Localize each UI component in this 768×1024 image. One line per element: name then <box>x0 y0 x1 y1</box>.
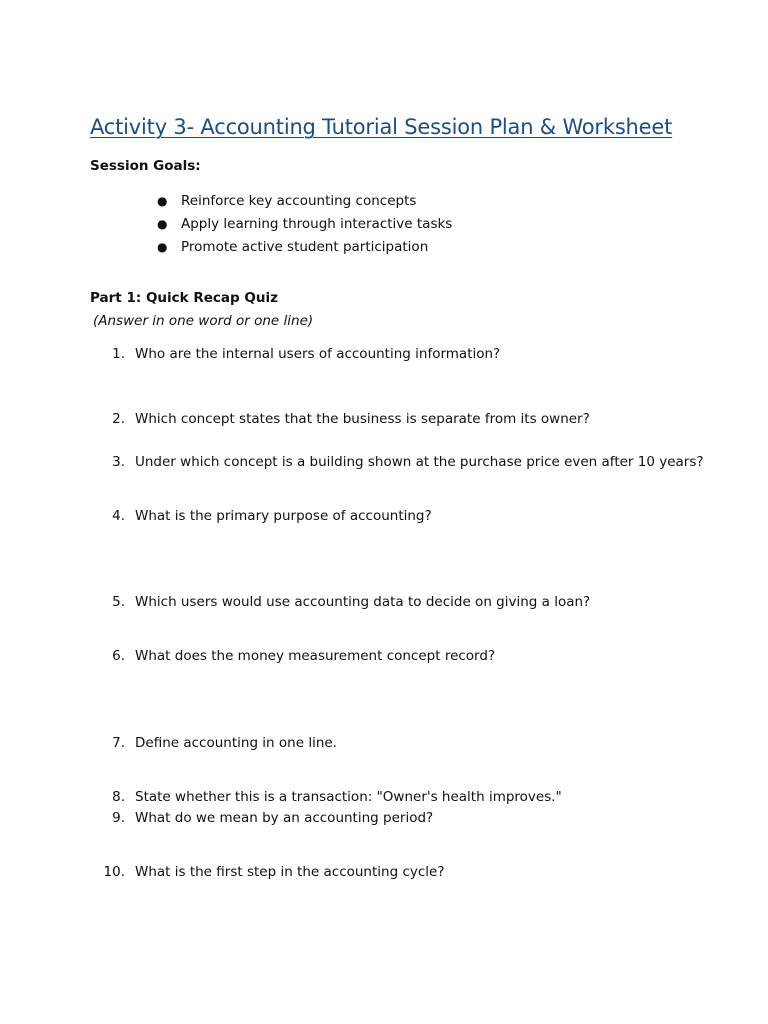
question-item <box>0 733 768 753</box>
goal-text: Promote active student participation <box>181 238 429 255</box>
question-number: 4. <box>112 508 125 524</box>
question-number: 10. <box>103 864 125 880</box>
goal-text: Apply learning through interactive tasks <box>181 215 453 232</box>
question-text: What do we mean by an accounting period? <box>135 810 434 826</box>
question-text: Which users would use accounting data to decide on giving a loan? <box>135 594 591 610</box>
list-item <box>157 213 452 236</box>
question-item <box>0 452 768 472</box>
list-item <box>157 236 452 259</box>
question-item <box>0 506 768 526</box>
goal-text: Reinforce key accounting concepts <box>181 193 417 209</box>
question-item <box>0 344 768 364</box>
question-number: 9. <box>112 810 125 826</box>
question-number: 7. <box>112 735 125 751</box>
question-item <box>0 787 768 807</box>
question-text: What is the primary purpose of accounting? <box>135 508 432 524</box>
question-item <box>0 862 768 882</box>
session-goals-list <box>157 190 452 258</box>
question-number: 2. <box>112 411 125 427</box>
question-item <box>0 409 768 429</box>
question-text: Under which concept is a building shown at the purchase price even after 10 years? <box>135 454 704 470</box>
part1-heading: Part 1: Quick Recap Quiz <box>90 290 278 306</box>
session-goals-heading: Session Goals: <box>90 158 201 174</box>
question-text: Which concept states that the business is separate from its owner? <box>135 411 590 427</box>
question-text: What does the money measurement concept record? <box>135 648 496 664</box>
question-number: 5. <box>112 594 125 610</box>
bullet-icon: ● <box>157 194 168 208</box>
question-text: Define accounting in one line. <box>135 735 337 751</box>
question-item <box>0 646 768 666</box>
question-item <box>0 808 768 828</box>
document-title: Activity 3- Accounting Tutorial Session Plan & Worksheet <box>90 115 673 139</box>
question-number: 1. <box>112 346 125 362</box>
bullet-icon: ● <box>157 239 168 254</box>
part1-instruction: (Answer in one word or one line) <box>93 313 314 329</box>
question-text: What is the first step in the accounting cycle? <box>135 864 445 880</box>
question-text: Who are the internal users of accounting information? <box>135 346 501 362</box>
question-number: 8. <box>112 789 125 805</box>
question-number: 3. <box>112 454 125 470</box>
question-text: State whether this is a transaction: "Owner's health improves." <box>135 789 562 805</box>
bullet-icon: ● <box>157 216 168 231</box>
list-item <box>157 190 452 213</box>
question-number: 6. <box>112 648 125 664</box>
question-item <box>0 592 768 612</box>
